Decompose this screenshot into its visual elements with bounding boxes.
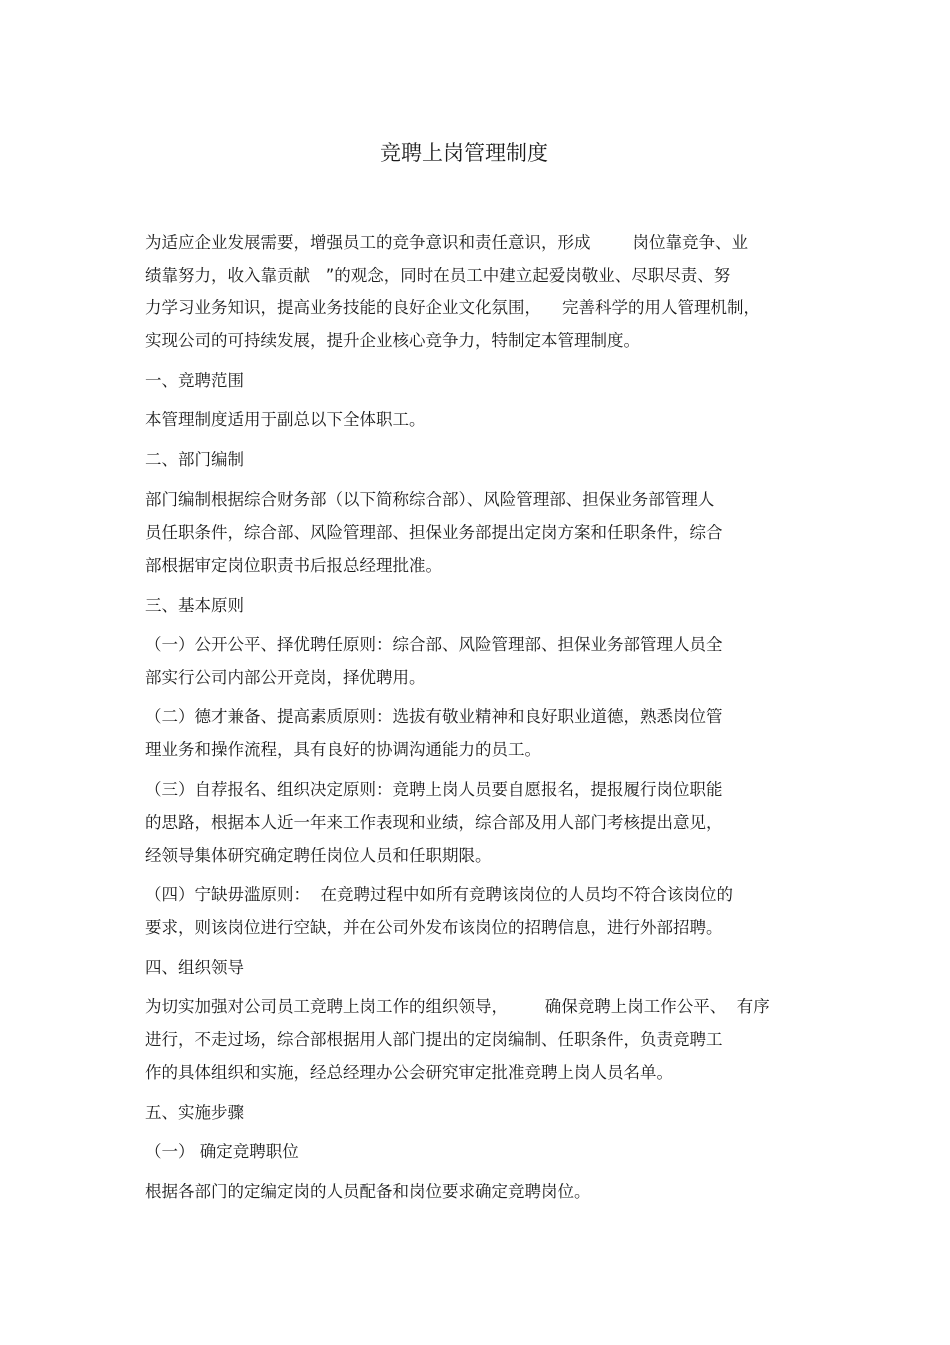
section-heading: 五、实施步骤 [145, 1103, 244, 1122]
section-heading: 一、竞聘范围 [145, 371, 244, 390]
paragraph-line: 为适应企业发展需要，增强员工的竞争意识和责任意识，形成 岗位靠竞争、业 [145, 233, 748, 252]
paragraph-line: 员任职条件，综合部、风险管理部、担保业务部提出定岗方案和任职条件，综合 [145, 523, 723, 542]
paragraph-line: 力学习业务知识，提高业务技能的良好企业文化氛围， 完善科学的用人管理机制， [145, 298, 760, 317]
paragraph-line: 经领导集体研究确定聘任岗位人员和任职期限。 [145, 846, 492, 865]
paragraph-line: 要求，则该岗位进行空缺，并在公司外发布该岗位的招聘信息，进行外部招聘。 [145, 918, 723, 937]
section-heading: 三、基本原则 [145, 596, 244, 615]
document-title: 竞聘上岗管理制度 [380, 141, 548, 165]
paragraph-line: 的思路，根据本人近一年来工作表现和业绩，综合部及用人部门考核提出意见， [145, 813, 723, 832]
paragraph-line: 本管理制度适用于副总以下全体职工。 [145, 410, 426, 429]
paragraph-line: 作的具体组织和实施，经总经理办公会研究审定批准竞聘上岗人员名单。 [145, 1063, 673, 1082]
paragraph-line: （四）宁缺毋滥原则： 在竞聘过程中如所有竞聘该岗位的人员均不符合该岗位的 [145, 885, 733, 904]
paragraph-line: 绩靠努力，收入靠贡献 ”的观念，同时在员工中建立起爱岗敬业、尽职尽责、努 [145, 266, 731, 285]
paragraph-line: 部门编制根据综合财务部（以下简称综合部）、风险管理部、担保业务部管理人 [145, 490, 715, 509]
paragraph-line: （三）自荐报名、组织决定原则：竞聘上岗人员要自愿报名，提报履行岗位职能 [145, 780, 723, 799]
paragraph-line: （二）德才兼备、提高素质原则：选拔有敬业精神和良好职业道德，熟悉岗位管 [145, 707, 723, 726]
paragraph-line: 实现公司的可持续发展，提升企业核心竞争力，特制定本管理制度。 [145, 331, 640, 350]
paragraph-line: 理业务和操作流程，具有良好的协调沟通能力的员工。 [145, 740, 541, 759]
subsection-heading: （一） 确定竞聘职位 [145, 1142, 299, 1161]
paragraph-line: （一）公开公平、择优聘任原则：综合部、风险管理部、担保业务部管理人员全 [145, 635, 723, 654]
paragraph-line: 根据各部门的定编定岗的人员配备和岗位要求确定竞聘岗位。 [145, 1182, 591, 1201]
paragraph-line: 部根据审定岗位职责书后报总经理批准。 [145, 556, 442, 575]
paragraph-line: 进行，不走过场，综合部根据用人部门提出的定岗编制、任职条件，负责竞聘工 [145, 1030, 723, 1049]
section-heading: 四、组织领导 [145, 958, 244, 977]
paragraph-line: 部实行公司内部公开竞岗，择优聘用。 [145, 668, 426, 687]
section-heading: 二、部门编制 [145, 450, 244, 469]
paragraph-line: 为切实加强对公司员工竞聘上岗工作的组织领导， 确保竞聘上岗工作公平、 有序 [145, 997, 770, 1016]
